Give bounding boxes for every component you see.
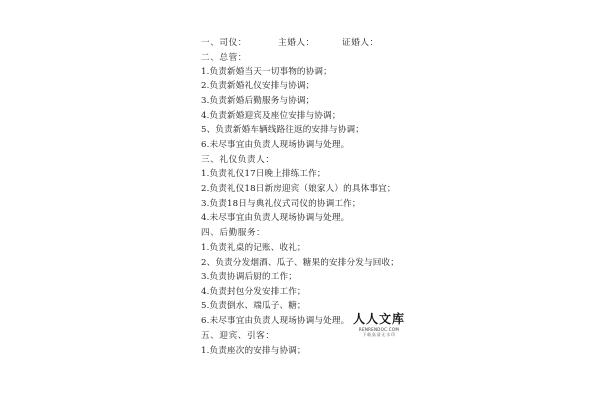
host-label: 主婚人： xyxy=(278,38,315,48)
witness-label: 证婚人： xyxy=(342,38,379,48)
list-item: 5.负责倒水、端瓜子、糖； xyxy=(201,301,306,311)
list-item: 3.负责18日与典礼仪式司仪的协调工作； xyxy=(201,199,361,209)
list-item: 5、负责新婚车辆线路往返的安排与协调； xyxy=(201,125,365,135)
renrendoc-watermark xyxy=(353,313,405,339)
list-item: 4.负责新婚迎宾及座位安排与协调； xyxy=(201,111,341,121)
list-item: 3.负责新婚后勤服务与协调； xyxy=(201,96,315,106)
list-item: 4.负责封包分发安排工作； xyxy=(201,287,306,297)
section-heading-logistics: 四、后勤服务： xyxy=(201,228,266,238)
watermark-url: RENRENDOC.COM xyxy=(358,327,400,332)
list-item: 6.未尽事宜由负责人现场协调与处理。 xyxy=(201,316,350,326)
section-heading-etiquette: 三、礼仪负责人： xyxy=(201,155,275,165)
list-item: 4.未尽事宜由负责人现场协调与处理。 xyxy=(201,213,350,223)
list-item: 1.负责礼仪17日晚上排练工作； xyxy=(201,169,326,179)
list-item: 1.负责新婚当天一切事物的协调； xyxy=(201,67,332,77)
watermark-title: 人人文库 xyxy=(353,312,406,326)
list-item: 2.负责新婚礼仪安排与协调； xyxy=(201,81,315,91)
list-item: 2.负责礼仪18日新房迎宾（娘家人）的具体事宜； xyxy=(201,184,396,194)
list-item: 1.负责礼桌的记账、收礼； xyxy=(201,243,306,253)
list-item: 2、负责分发烟酒、瓜子、糖果的安排分发与回收； xyxy=(201,258,399,268)
section-heading-reception: 五、迎宾、引客： xyxy=(201,331,275,341)
list-item: 1.负责座次的安排与协调； xyxy=(201,346,306,356)
watermark-tagline: 下载高清无水印 xyxy=(362,332,396,337)
section-heading-manager: 二、总管： xyxy=(201,53,247,63)
list-item: 6.未尽事宜由负责人现场协调与处理。 xyxy=(201,140,350,150)
list-item: 3.负责协调后厨的工作； xyxy=(201,272,297,282)
officiant-label: 一、司仪： xyxy=(201,38,247,48)
